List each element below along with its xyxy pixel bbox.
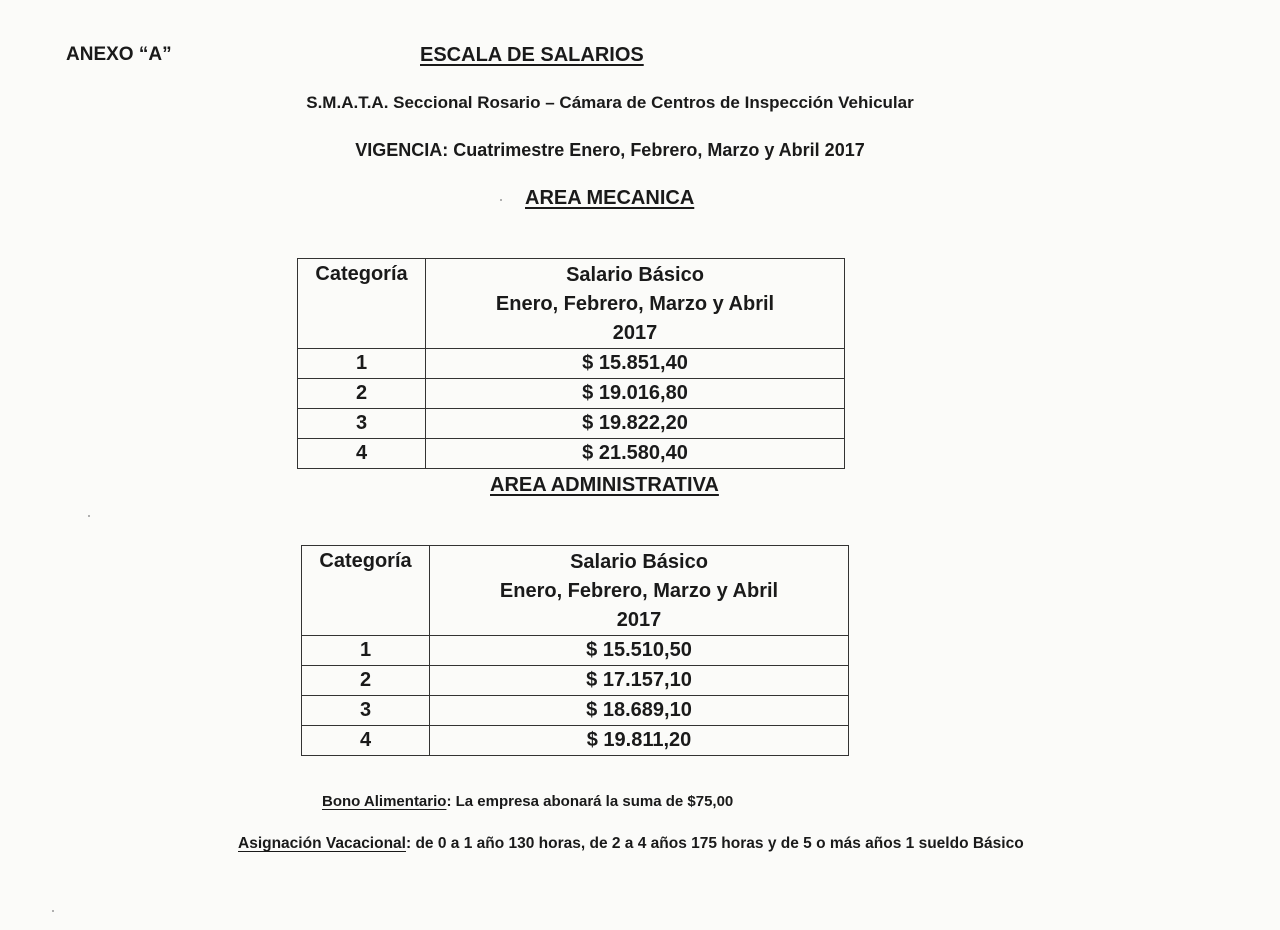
vacaciones-label: Asignación Vacacional bbox=[238, 835, 406, 852]
category-cell: 3 bbox=[298, 409, 426, 439]
column-header-category: Categoría bbox=[302, 546, 430, 636]
salary-header-line: 2017 bbox=[616, 609, 662, 631]
salary-table-mecanica bbox=[297, 258, 845, 469]
table-header-row bbox=[302, 546, 849, 636]
category-cell: 4 bbox=[298, 439, 426, 469]
table-row bbox=[298, 409, 845, 439]
area-mecanica-title: AREA MECANICA bbox=[525, 187, 695, 209]
table-header-row bbox=[298, 259, 845, 349]
salary-header-line: Enero, Febrero, Marzo y Abril bbox=[499, 580, 779, 602]
table-row bbox=[302, 726, 849, 756]
column-header-category: Categoría bbox=[298, 259, 426, 349]
salary-cell: $ 15.510,50 bbox=[430, 636, 849, 666]
salary-cell: $ 17.157,10 bbox=[430, 666, 849, 696]
category-cell: 3 bbox=[302, 696, 430, 726]
document-subtitle: S.M.A.T.A. Seccional Rosario – Cámara de Centros de Inspección Vehicular bbox=[306, 93, 914, 112]
salary-cell: $ 19.811,20 bbox=[430, 726, 849, 756]
category-cell: 2 bbox=[302, 666, 430, 696]
salary-header-line: Salario Básico bbox=[566, 264, 704, 286]
table-row bbox=[298, 379, 845, 409]
column-header-salary bbox=[426, 259, 845, 349]
category-cell: 1 bbox=[302, 636, 430, 666]
column-header-salary bbox=[430, 546, 849, 636]
salary-cell: $ 19.822,20 bbox=[426, 409, 845, 439]
table-row bbox=[298, 349, 845, 379]
scan-speck bbox=[52, 910, 54, 912]
scan-speck bbox=[500, 199, 502, 201]
salary-cell: $ 19.016,80 bbox=[426, 379, 845, 409]
salary-header-line: 2017 bbox=[612, 322, 658, 344]
table-row bbox=[302, 666, 849, 696]
salary-header-line: Enero, Febrero, Marzo y Abril bbox=[495, 293, 775, 315]
validity-period: VIGENCIA: Cuatrimestre Enero, Febrero, Marzo y Abril 2017 bbox=[355, 140, 865, 160]
scan-speck bbox=[88, 515, 90, 517]
table-row bbox=[298, 439, 845, 469]
vacaciones-text: : de 0 a 1 año 130 horas, de 2 a 4 años 175 horas y de 5 o más años 1 sueldo Básico bbox=[405, 835, 1024, 852]
category-cell: 2 bbox=[298, 379, 426, 409]
salary-cell: $ 18.689,10 bbox=[430, 696, 849, 726]
salary-cell: $ 15.851,40 bbox=[426, 349, 845, 379]
salary-header-line: Salario Básico bbox=[570, 551, 708, 573]
bono-alimentario-note bbox=[322, 793, 733, 810]
salary-table-administrativa bbox=[301, 545, 849, 756]
bono-label: Bono Alimentario bbox=[322, 793, 447, 810]
bono-text: : La empresa abonará la suma de $75,00 bbox=[446, 793, 734, 810]
table-row bbox=[302, 636, 849, 666]
salary-cell: $ 21.580,40 bbox=[426, 439, 845, 469]
annex-label: ANEXO “A” bbox=[66, 44, 172, 65]
asignacion-vacacional-note bbox=[238, 835, 1024, 853]
category-cell: 1 bbox=[298, 349, 426, 379]
category-cell: 4 bbox=[302, 726, 430, 756]
document-title: ESCALA DE SALARIOS bbox=[420, 44, 644, 66]
table-row bbox=[302, 696, 849, 726]
area-administrativa-title: AREA ADMINISTRATIVA bbox=[490, 474, 719, 496]
